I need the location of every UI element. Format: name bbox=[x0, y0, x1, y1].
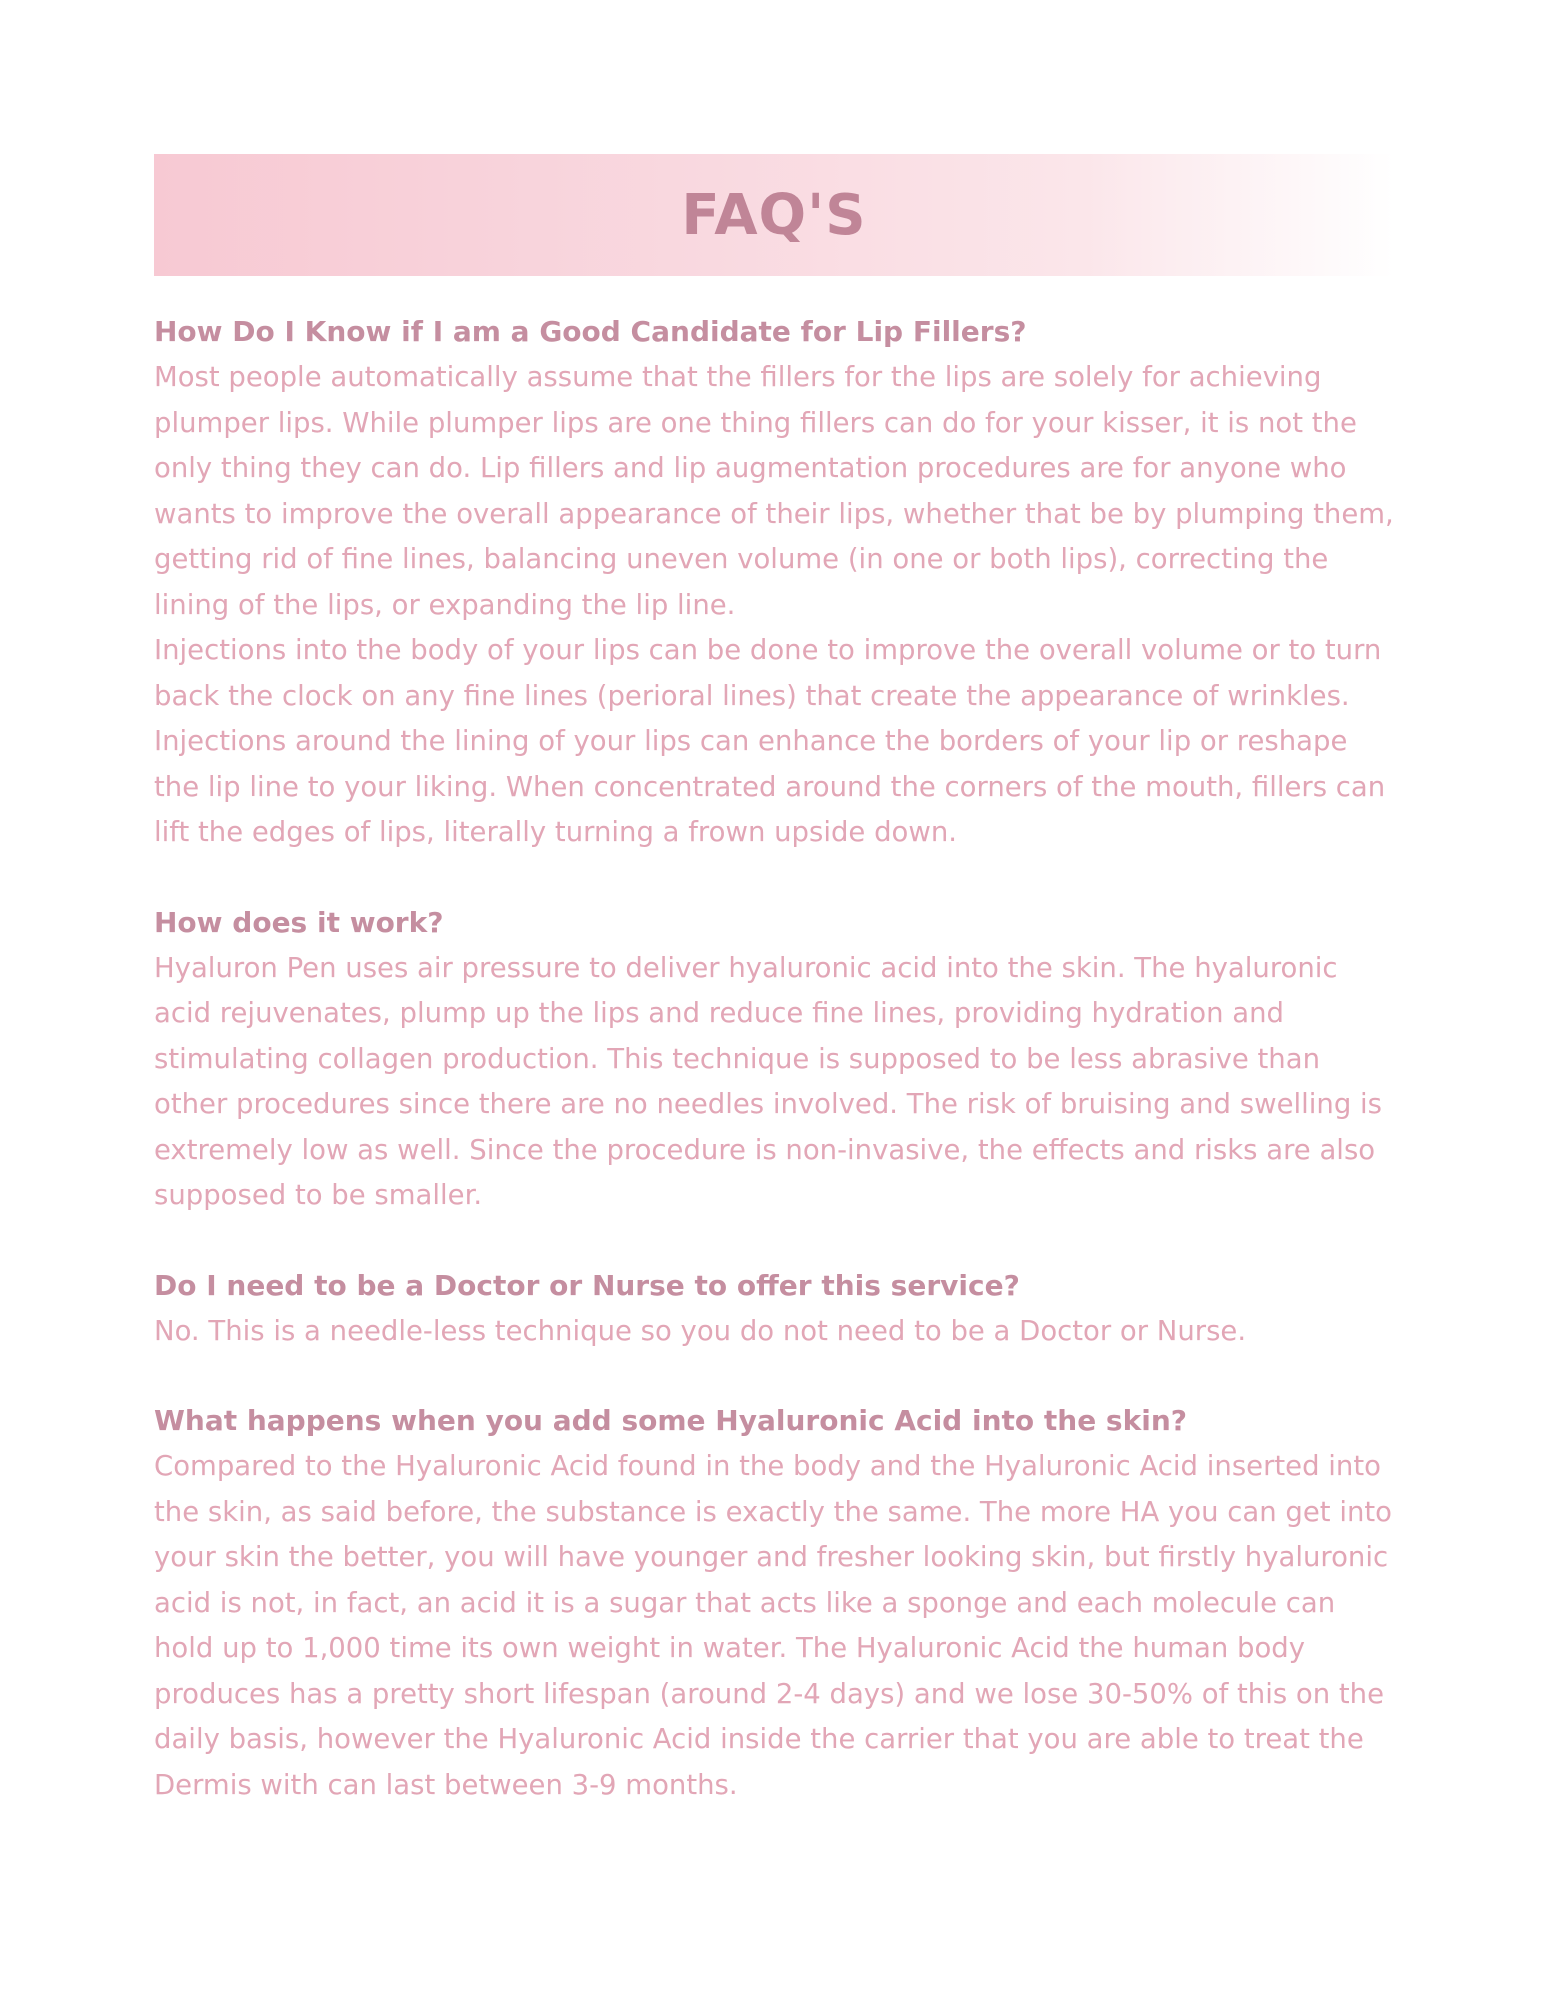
title-banner bbox=[154, 154, 1394, 276]
faq-item bbox=[154, 1263, 1394, 1355]
faq-question: How does it work? bbox=[154, 905, 444, 939]
faq-question: What happens when you add some Hyaluronic Acid into the skin? bbox=[154, 1404, 1187, 1437]
faq-answer: No. This is a needle-less technique so you do not need to be a Doctor or Nurse. bbox=[154, 1314, 1247, 1347]
faq-question: Do I need to be a Doctor or Nurse to offer this service? bbox=[154, 1268, 1020, 1302]
faq-list bbox=[154, 309, 1394, 1852]
faq-answer: Injections into the body of your lips can be done to improve the overall volume or to turn back the clock on any fine lines (perioral lines) that create the appearance of wrinkles. Injections around the lining of your lips can enhance the borders of your lip or reshape the lip line to your liking. When concentrated around the corners of the mouth, fillers can lift the edges of lips, literally turning a frown upside down. bbox=[154, 634, 1386, 848]
faq-answer: Compared to the Hyaluronic Acid found in the body and the Hyaluronic Acid inserted into the skin, as said before, the substance is exactly the same. The more HA you can get into your skin the better, you will have younger and fresher looking skin, but firstly hyaluronic acid is not, in fact, an acid it is a sugar that acts like a sponge and each molecule can hold up to 1,000 time its own weight in water. The Hyaluronic Acid the human body produces has a pretty short lifespan (around 2-4 days) and we lose 30-50% of this on the daily basis, however the Hyaluronic Acid inside the carrier that you are able to treat the Dermis with can last between 3-9 months. bbox=[154, 1450, 1393, 1801]
faq-item bbox=[154, 900, 1394, 1219]
page-title: FAQ'S bbox=[681, 182, 867, 248]
faq-item bbox=[154, 309, 1394, 856]
faq-item bbox=[154, 1398, 1394, 1808]
faq-question: How Do I Know if I am a Good Candidate for Lip Fillers? bbox=[154, 315, 1027, 348]
faq-answer: Most people automatically assume that the fillers for the lips are solely for achieving plumper lips. While plumper lips are one thing fillers can do for your kisser, it is not the only thing they can do. Lip fillers and lip augmentation procedures are for anyone who wants to improve the overall appearance of their lips, whether that be by plumping them, getting rid of fine lines, balancing uneven volume (in one or both lips), correcting the lining of the lips, or expanding the lip line. bbox=[154, 361, 1394, 621]
faq-answer: Hyaluron Pen uses air pressure to deliver hyaluronic acid into the skin. The hyaluronic acid rejuvenates, plump up the lips and reduce fine lines, providing hydration and stimulating collagen production. This technique is supposed to be less abrasive than other procedures since there are no needles involved. The risk of bruising and swelling is extremely low as well. Since the procedure is non-invasive, the effects and risks are also supposed to be smaller. bbox=[154, 951, 1383, 1211]
